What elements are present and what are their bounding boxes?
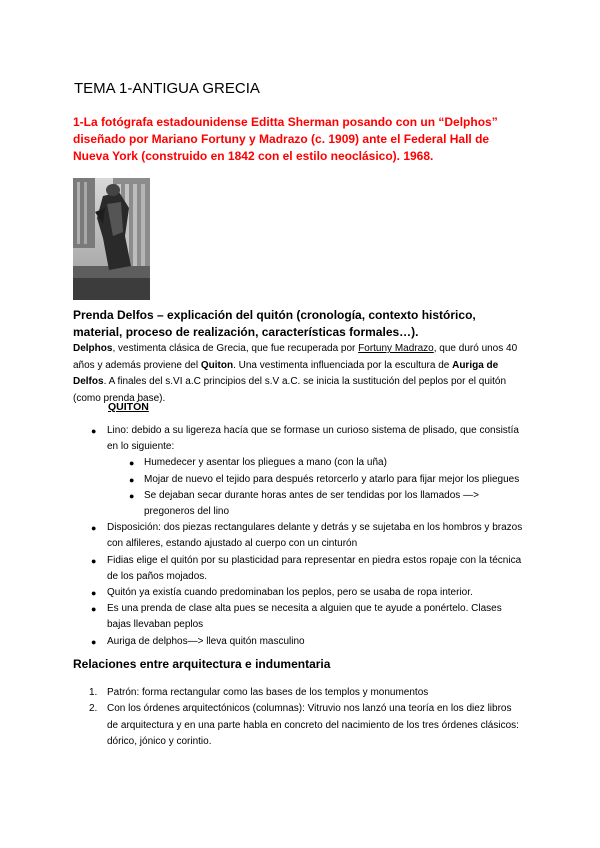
intro-paragraph	[73, 341, 525, 407]
list-item	[0, 701, 525, 750]
relations-numbered-list	[0, 685, 600, 750]
list-number: 1.	[89, 687, 98, 698]
list-item	[0, 423, 525, 455]
list-item	[0, 455, 525, 471]
list-item-text: Humedecer y asentar los pliegues a mano (con la uña)	[144, 457, 387, 469]
photo-caption-heading: 1-La fotógrafa estadounidense Editta Sherman posando con un “Delphos” diseñado por Mariano Fortuny y Madrazo (c. 1909) ante el Federal Hall de Nueva York (construido en 1842 con el estilo neoclásico). 1968.	[73, 115, 498, 163]
fortuny-madrazo-link[interactable]: Fortuny Madrazo	[358, 343, 434, 354]
bullet-icon: ●	[91, 604, 97, 615]
list-item	[0, 472, 525, 488]
list-item	[0, 585, 525, 601]
list-item-text: Con los órdenes arquitectónicos (columnas): Vitruvio nos lanzó una teoría en los diez libros de arquitectura y en una parte habla en concreto del nacimiento de los tres órdenes clásicos: dórico, jónico y corintio.	[107, 703, 519, 747]
list-item	[0, 634, 525, 650]
delphos-term: Delphos	[73, 343, 113, 354]
list-item-text: Quitón ya existía cuando predominaban los peplos, pero se usaba de ropa interior.	[107, 587, 473, 599]
bullet-icon: ●	[91, 588, 97, 599]
list-item	[0, 553, 525, 585]
bullet-icon: ●	[129, 474, 135, 485]
quiton-subheading: QUITÓN	[108, 401, 149, 413]
para-text-4: . A finales del s.VI a.C principios del s.V a.C. se inicia la sustitución del peplos por el quitón (como prenda base).	[73, 376, 507, 404]
bullet-icon: ●	[129, 490, 135, 501]
list-item-text: Es una prenda de clase alta pues se necesita a alguien que te ayude a ponértelo. Clases bajas llevaban peplos	[107, 603, 502, 631]
list-item-text: Mojar de nuevo el tejido para después retorcerlo y atarlo para fijar mejor los pliegues	[144, 473, 520, 485]
relations-heading: Relaciones entre arquitectura e indumentaria	[73, 657, 331, 671]
bullet-icon: ●	[129, 458, 135, 469]
list-item-text: Auriga de delphos—> lleva quitón masculino	[107, 635, 305, 647]
list-item	[0, 685, 525, 701]
para-text-2: , que duró unos 40 años y además proviene del	[73, 343, 518, 371]
section-heading-prenda-delfos: Prenda Delfos – explicación del quitón (cronología, contexto histórico, material, proceso de realización, características formales…).	[73, 308, 476, 339]
bullet-icon: ●	[91, 636, 97, 647]
bullet-icon: ●	[91, 523, 97, 534]
editta-sherman-photo	[73, 178, 150, 300]
bullet-icon: ●	[91, 555, 97, 566]
list-item-text: Patrón: forma rectangular como las bases de los templos y monumentos	[107, 687, 429, 698]
list-item	[0, 601, 525, 633]
quiton-bullet-list	[0, 423, 600, 650]
para-text-1: , vestimenta clásica de Grecia, que fue recuperada por	[112, 343, 359, 354]
list-item-text: Disposición: dos piezas rectangulares delante y detrás y se sujetaba en los hombros y brazos con alfileres, estando ajustado al cuerpo con un cinturón	[107, 522, 523, 550]
page-title: TEMA 1-ANTIGUA GRECIA	[74, 80, 260, 97]
auriga-term: Auriga de Delfos	[73, 359, 499, 387]
list-item-text: Fidias elige el quitón por su plasticidad para representar en piedra estos ropaje con la técnica de los paños mojados.	[107, 554, 522, 582]
list-item	[0, 520, 525, 552]
list-item-text: Lino: debido a su ligereza hacía que se formase un curioso sistema de plisado, que consistía en lo siguiente:	[107, 425, 519, 453]
list-item	[0, 488, 525, 520]
quiton-term: Quiton	[200, 359, 234, 371]
bullet-icon: ●	[91, 426, 97, 436]
list-number: 2.	[89, 703, 98, 715]
list-item-text: Se dejaban secar durante horas antes de ser tendidas por los llamados —> pregoneros del lino	[144, 489, 479, 518]
para-text-3: . Una vestimenta influenciada por la escultura de	[233, 359, 453, 371]
